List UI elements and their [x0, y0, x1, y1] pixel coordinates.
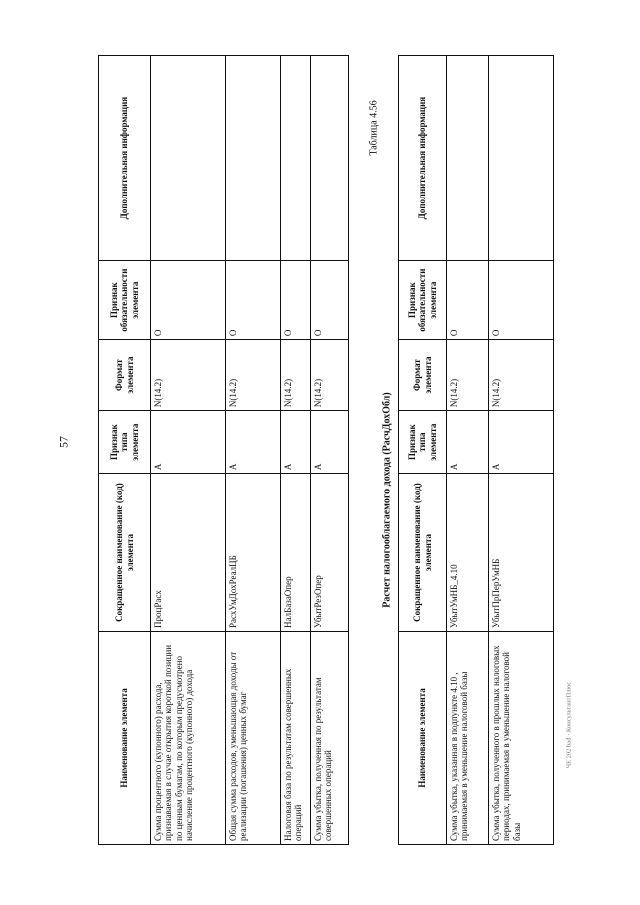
table-title: Расчет налогооблагаемого дохода (РасчДохОбл) [381, 392, 393, 608]
cell-type: А [489, 411, 554, 474]
cell-info [311, 56, 349, 261]
cell-name: Общая сумма расходов, уменьшающая доходы от реализации (погашения) ценных бумаг [226, 631, 281, 844]
col-header-info: Дополнительная информация [99, 56, 151, 261]
cell-required: О [311, 261, 349, 340]
cell-code: УбытРезОпер [311, 474, 349, 632]
col-header-required: Признак обязательности элемента [399, 261, 447, 340]
cell-required: О [151, 261, 226, 340]
cell-required: О [489, 261, 554, 340]
col-header-type: Признак типа элемента [399, 411, 447, 474]
cell-format: N(14.2) [447, 340, 489, 411]
page-number: 57 [56, 436, 71, 448]
cell-name: Сумма убытка, полученного в прошлых налоговых периодах, принимаемая в уменьшение налоговой базы [489, 631, 554, 844]
col-header-code: Сокращенное наименование (код) элемента [399, 474, 447, 632]
cell-info [447, 56, 489, 261]
cell-info [226, 56, 281, 261]
table-row [447, 56, 489, 845]
cell-type: А [151, 411, 226, 474]
cell-format: N(14.2) [281, 340, 311, 411]
col-header-code: Сокращенное наименование (код) элемента [99, 474, 151, 632]
table-row [226, 56, 281, 845]
table-header-row [399, 56, 447, 845]
cell-format: N(14.2) [226, 340, 281, 411]
table-row [151, 56, 226, 845]
cell-required: О [226, 261, 281, 340]
col-header-type: Признак типа элемента [99, 411, 151, 474]
table-row [311, 56, 349, 845]
cell-type: А [226, 411, 281, 474]
cell-required: О [281, 261, 311, 340]
cell-name: Сумма убытка, указанная в подпункте 4.10 , принимаемая в уменьшение налоговой базы [447, 631, 489, 844]
cell-info [151, 56, 226, 261]
cell-info [281, 56, 311, 261]
cell-format: N(14.2) [489, 340, 554, 411]
cell-format: N(14.2) [151, 340, 226, 411]
cell-format: N(14.2) [311, 340, 349, 411]
table-4-56 [398, 55, 553, 845]
cell-type: А [447, 411, 489, 474]
table-header-row [99, 56, 151, 845]
col-header-format: Формат элемента [399, 340, 447, 411]
col-header-name: Наименование элемента [399, 631, 447, 844]
table-4-55-continued [98, 55, 348, 845]
cell-type: А [311, 411, 349, 474]
cell-name: Налоговая база по результатам совершенных операций [281, 631, 311, 844]
cell-code: УбытПрПерУмНБ [489, 474, 554, 632]
source-watermark: ЧЕ 202 bad · КонсультантПлюс [565, 681, 573, 769]
cell-info [489, 56, 554, 261]
cell-required: О [447, 261, 489, 340]
col-header-format: Формат элемента [99, 340, 151, 411]
cell-code: УбытУмНБ_4.10 [447, 474, 489, 632]
cell-code: ПроцРасх [151, 474, 226, 632]
table-row [281, 56, 311, 845]
cell-code: НалБазаОпер [281, 474, 311, 632]
cell-code: РасхУмДохРеалЦБ [226, 474, 281, 632]
col-header-name: Наименование элемента [99, 631, 151, 844]
cell-name: Сумма убытка, полученная по результатам совершенных операций [311, 631, 349, 844]
table-row [489, 56, 554, 845]
cell-name: Сумма процентного (купонного) расхода, признаваемая в случае открытия короткой позиции по ценным бумагам, по которым предусмотрено начисление процентного (купонного) дохода [151, 631, 226, 844]
table-number-label: Таблица 4.56 [368, 100, 380, 156]
col-header-required: Признак обязательности элемента [99, 261, 151, 340]
col-header-info: Дополнительная информация [399, 56, 447, 261]
cell-type: А [281, 411, 311, 474]
